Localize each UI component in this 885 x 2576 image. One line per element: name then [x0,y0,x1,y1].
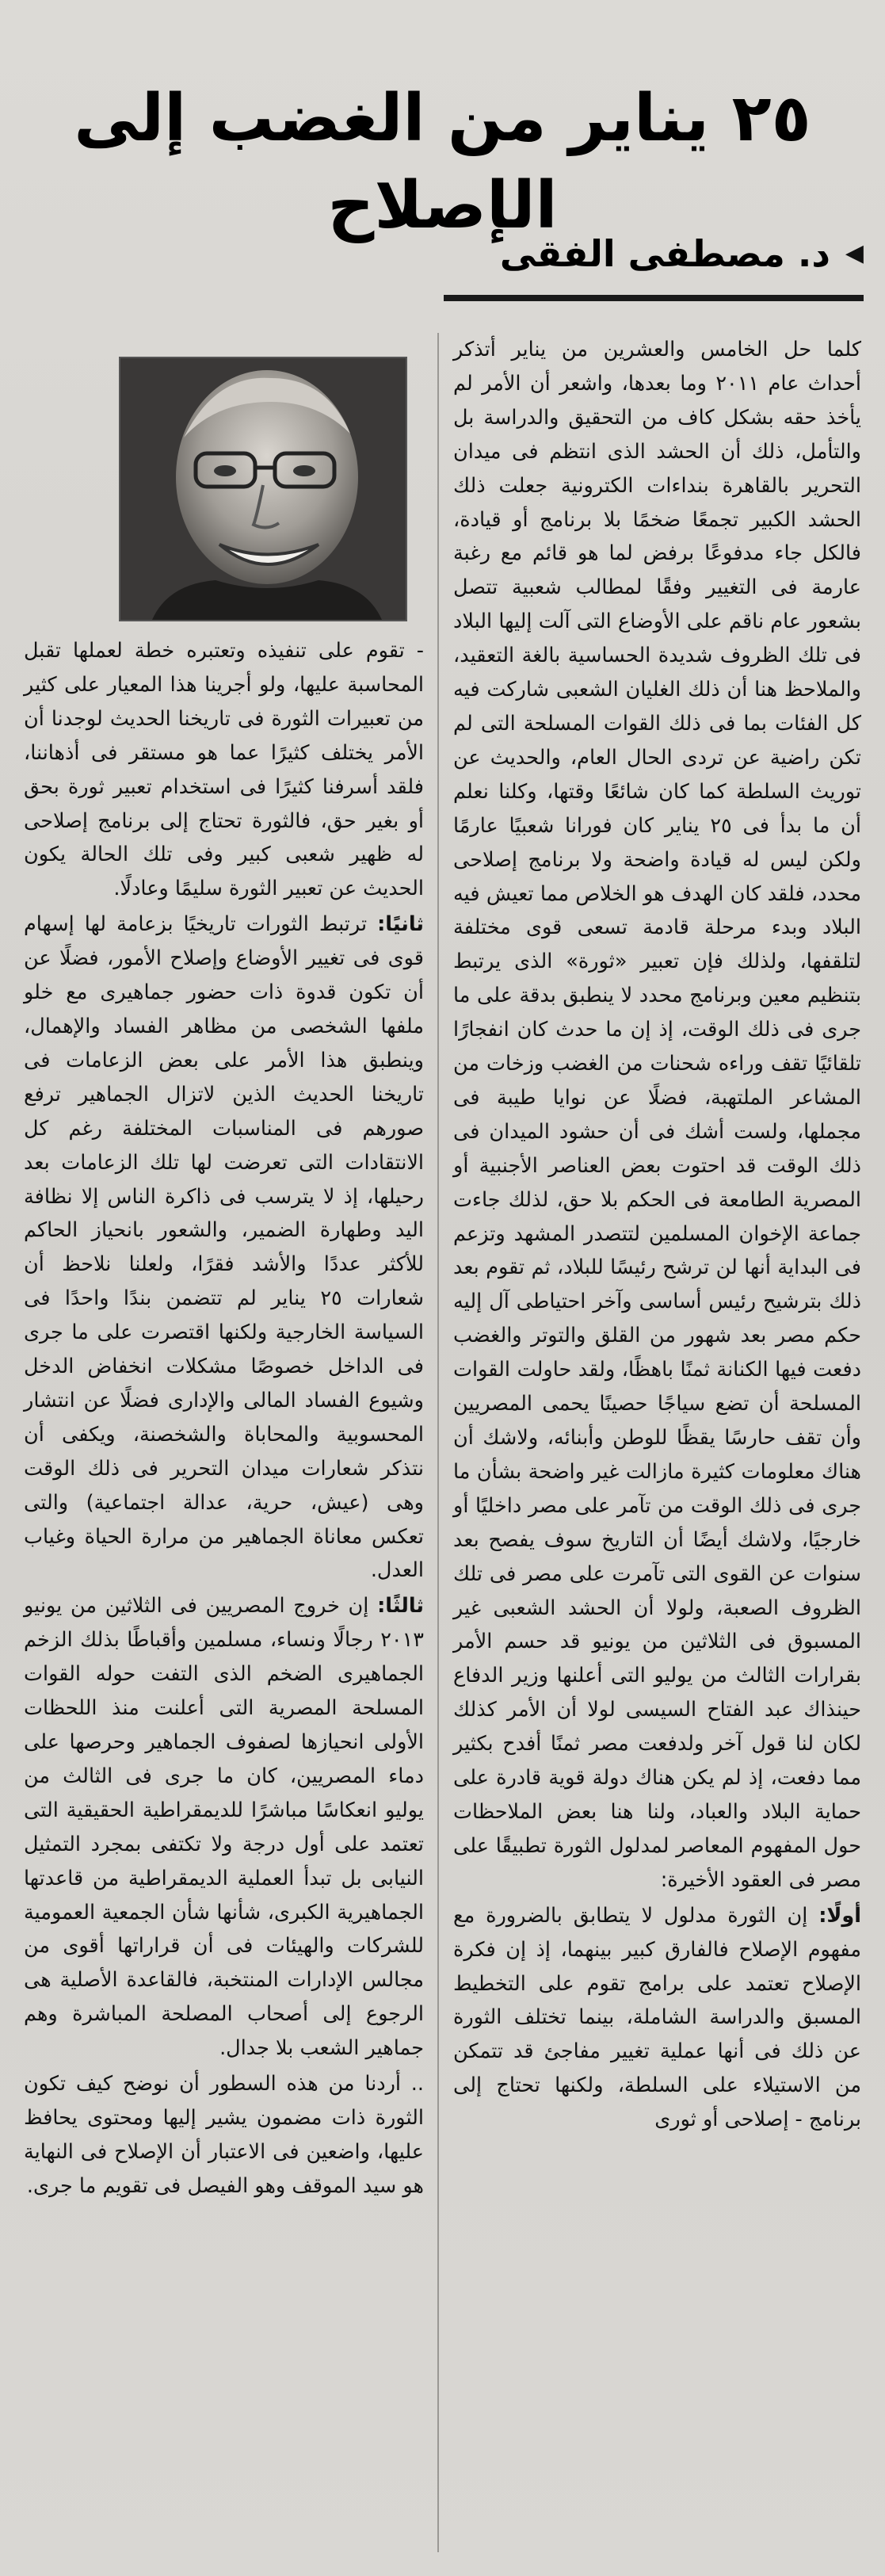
article-column-right [453,333,861,2138]
paragraph-intro: كلما حل الخامس والعشرين من يناير أتذكر أحداث عام ٢٠١١ وما بعدها، واشعر أن الأمر لم يأخذ حقه بشكل كاف من التحقيق والدراسة بل والتأمل، ذلك أن الحشد الذى انتظم فى ميدان التحرير بالقاهرة بنداءات الكترونية جعلت ذلك الحشد الكبير تجمعًا ضخمًا بلا برنامج أو قيادة، فالكل جاء مدفوعًا برفض لما هو قائم مع رغبة عارمة فى التغيير وفقًا لمطالب شعبية تتصل بشعور عام ناقم على الأوضاع التى آلت إليها البلاد فى تلك الظروف شديدة الحساسية بالغة التعقيد، والملاحظ هنا أن ذلك الغليان الشعبى شاركت فيه كل الفئات بما فى ذلك القوات المسلحة التى لم تكن راضية عن تردى الحال العام، والحديث عن توريث السلطة كما كان شائعًا وقتها، وكلنا نعلم أن ما بدأ فى ٢٥ يناير كان فورانا شعبيًا عارمًا ولكن ليس له قيادة واضحة ولا برنامج إصلاحى محدد، فلقد كان الهدف هو الخلاص مما تعيش فيه البلاد وبدء مرحلة قادمة تسعى قوى مختلفة لتلقفها، ولذلك فإن تعبير «ثورة» الذى يرتبط بتنظيم معين وبرنامج محدد لا ينطبق بدقة على ما جرى فى ذلك الوقت، إذ إن ما حدث كان انفجارًا تلقائيًا تقف وراءه شحنات من الغضب وزخات من المشاعر الملتهبة، فضلًا عن نوايا طيبة فى مجملها، ولست أشك فى أن حشود الميدان فى ذلك الوقت قد احتوت بعض العناصر الأجنبية أو المصرية الطامعة فى الحكم بلا حق، لذلك جاءت جماعة الإخوان المسلمين لتتصدر المشهد وتزعم فى البداية أنها لن ترشح رئيسًا للبلاد، ثم تقوم بعد ذلك بترشيح رئيس أساسى وآخر احتياطى آل إليه حكم مصر بعد شهور من القلق والتوتر والغضب دفعت فيها الكنانة ثمنًا باهظًا، ولقد حاولت القوات المسلحة أن تضع سياجًا حصينًا يحمى المصريين وأن تقف حارسًا يقظًا للوطن وأبنائه، ولاشك أن هناك معلومات كثيرة مازالت غير واضحة بشأن ما جرى فى ذلك الوقت من تآمر على مصر داخليًا أو خارجيًا، ولاشك أيضًا أن التاريخ سوف يفصح بعد سنوات عن القوى التى تآمرت على مصر فى تلك الظروف الصعبة، ولولا أن الحشد الشعبى غير المسبوق فى الثلاثين من يونيو قد حسم الأمر بقرارات الثالث من يوليو التى أعلنها وزير الدفاع حينذاك عبد الفتاح السيسى لولا أن الأمر كذلك لكان لنا قول آخر ولدفعت مصر ثمنًا أفدح بكثير مما دفعت، إذ لم يكن هناك دولة قوية قادرة على حماية البلاد والعباد، ولنا هنا بعض الملاحظات حول المفهوم المعاصر لمدلول الثورة تطبيقًا على مصر فى العقود الأخيرة: [453,338,862,1892]
paragraph-continuation: - تقوم على تنفيذه وتعتبره خطة لعملها تقبل المحاسبة عليها، ولو أجرينا هذا المعيار على كثير من تعبيرات الثورة فى تاريخنا الحديث لوجدنا أن الأمر يختلف كثيرًا عما هو مستقر فى أذهاننا، فلقد أسرفنا كثيرًا فى استخدام تعبير ثورة بحق أو بغير حق، فالثورة تحتاج إلى برنامج إصلاحى له ظهير شعبى كبير وفى تلك الحالة يكون الحديث عن تعبير الثورة سليمًا وعادلًا. [24,639,424,901]
point-text-second: ترتبط الثورات تاريخيًا بزعامة لها إسهام قوى فى تغيير الأوضاع وإصلاح الأمور، فضلًا عن أن تكون قدوة ذات حضور جماهيرى مع خلو ملفها الشخصى من مظاهر الفساد والإهمال، وينطبق هذا الأمر على بعض الزعامات فى تاريخنا الحديث الذين لاتزال الجماهير ترفع صورهم فى المناسبات المختلفة رغم كل الانتقادات التى تعرضت لها تلك الزعامات بعد رحيلها، إذ لا يترسب فى ذاكرة الناس إلا نظافة اليد وطهارة الضمير، والشعور بانحياز الحاكم للأكثر عددًا والأشد فقرًا، ولعلنا نلاحظ أن شعارات ٢٥ يناير لم تتضمن بندًا واحدًا فى السياسة الخارجية ولكنها اقتصرت على ما جرى فى الداخل خصوصًا مشكلات انخفاض الدخل وشيوع الفساد المالى والإدارى فضلًا عن انتشار المحسوبية والمحاباة والشخصنة، ويكفى أن نتذكر شعارات ميدان التحرير فى ذلك الوقت وهى (عيش، حرية، عدالة اجتماعية) والتى تعكس معاناة الجماهير من مرارة الحياة وغياب العدل. [24,912,425,1583]
column-divider [437,333,439,2552]
point-text-first: إن الثورة مدلول لا يتطابق بالضرورة مع مفهوم الإصلاح فالفارق كبير بينهما، إذ إن فكرة الإصلاح تعتمد على برامج تقوم على التخطيط المسبق والدراسة الشاملة، بينما تختلف الثورة عن ذلك فى أنها عملية تغيير مفاجئ قد تتمكن من الاستيلاء على السلطة، ولكنها تحتاج إلى برنامج - إصلاحى أو ثورى [453,1903,861,2132]
paragraph-first-point [453,1899,861,2137]
byline [444,222,864,285]
article-headline: ٢٥ يناير من الغضب إلى الإصلاح [74,80,811,243]
paragraph-third-point [24,1589,424,2066]
article-column-left [24,634,424,2205]
paragraph-conclusion: .. أردنا من هذه السطور أن نوضح كيف تكون الثورة ذات مضمون يشير إليها ومحتوى يحافظ عليها، واضعين فى الاعتبار أن الإصلاح فى النهاية هو سيد الموقف وهو الفيصل فى تقويم ما جرى. [24,2072,424,2198]
author-photo [119,357,407,621]
triangle-pointer-icon: ◀ [845,239,864,267]
point-label-second: ثانيًا: [377,912,424,937]
paragraph-second-point [24,908,424,1588]
point-label-third: ثالثًا: [377,1594,424,1619]
point-text-third: إن خروج المصريين فى الثلاثين من يونيو ٢٠١٣ رجالًا ونساء، مسلمين وأقباطًا بذلك الزخم الجماهيرى الضخم الذى التفت حوله القوات المسلحة المصرية التى أعلنت منذ اللحظات الأولى انحيازها لصفوف الجماهير وحرصها على دماء المصريين، كان ما جرى فى الثالث من يوليو انعكاسًا مباشرًا للديمقراطية الحقيقية التى تعتمد على أول درجة ولا تكتفى بمجرد التمثيل النيابى بل تبدأ العملية الديمقراطية من قاعدتها الجماهيرية الكبرى، شأنها شأن الجمعية العمومية للشركات والهيئات فى أن قراراتها أقوى من مجالس الإدارات المنتخبة، فالقاعدة الأصلية هى الرجوع إلى أصحاب المصلحة المباشرة وهم جماهير الشعب بلا جدال. [24,1594,424,2061]
byline-underline [444,295,864,301]
author-name: د. مصطفى الفقى [499,232,830,275]
point-label-first: أولًا: [818,1903,861,1928]
author-portrait-image [120,358,406,620]
